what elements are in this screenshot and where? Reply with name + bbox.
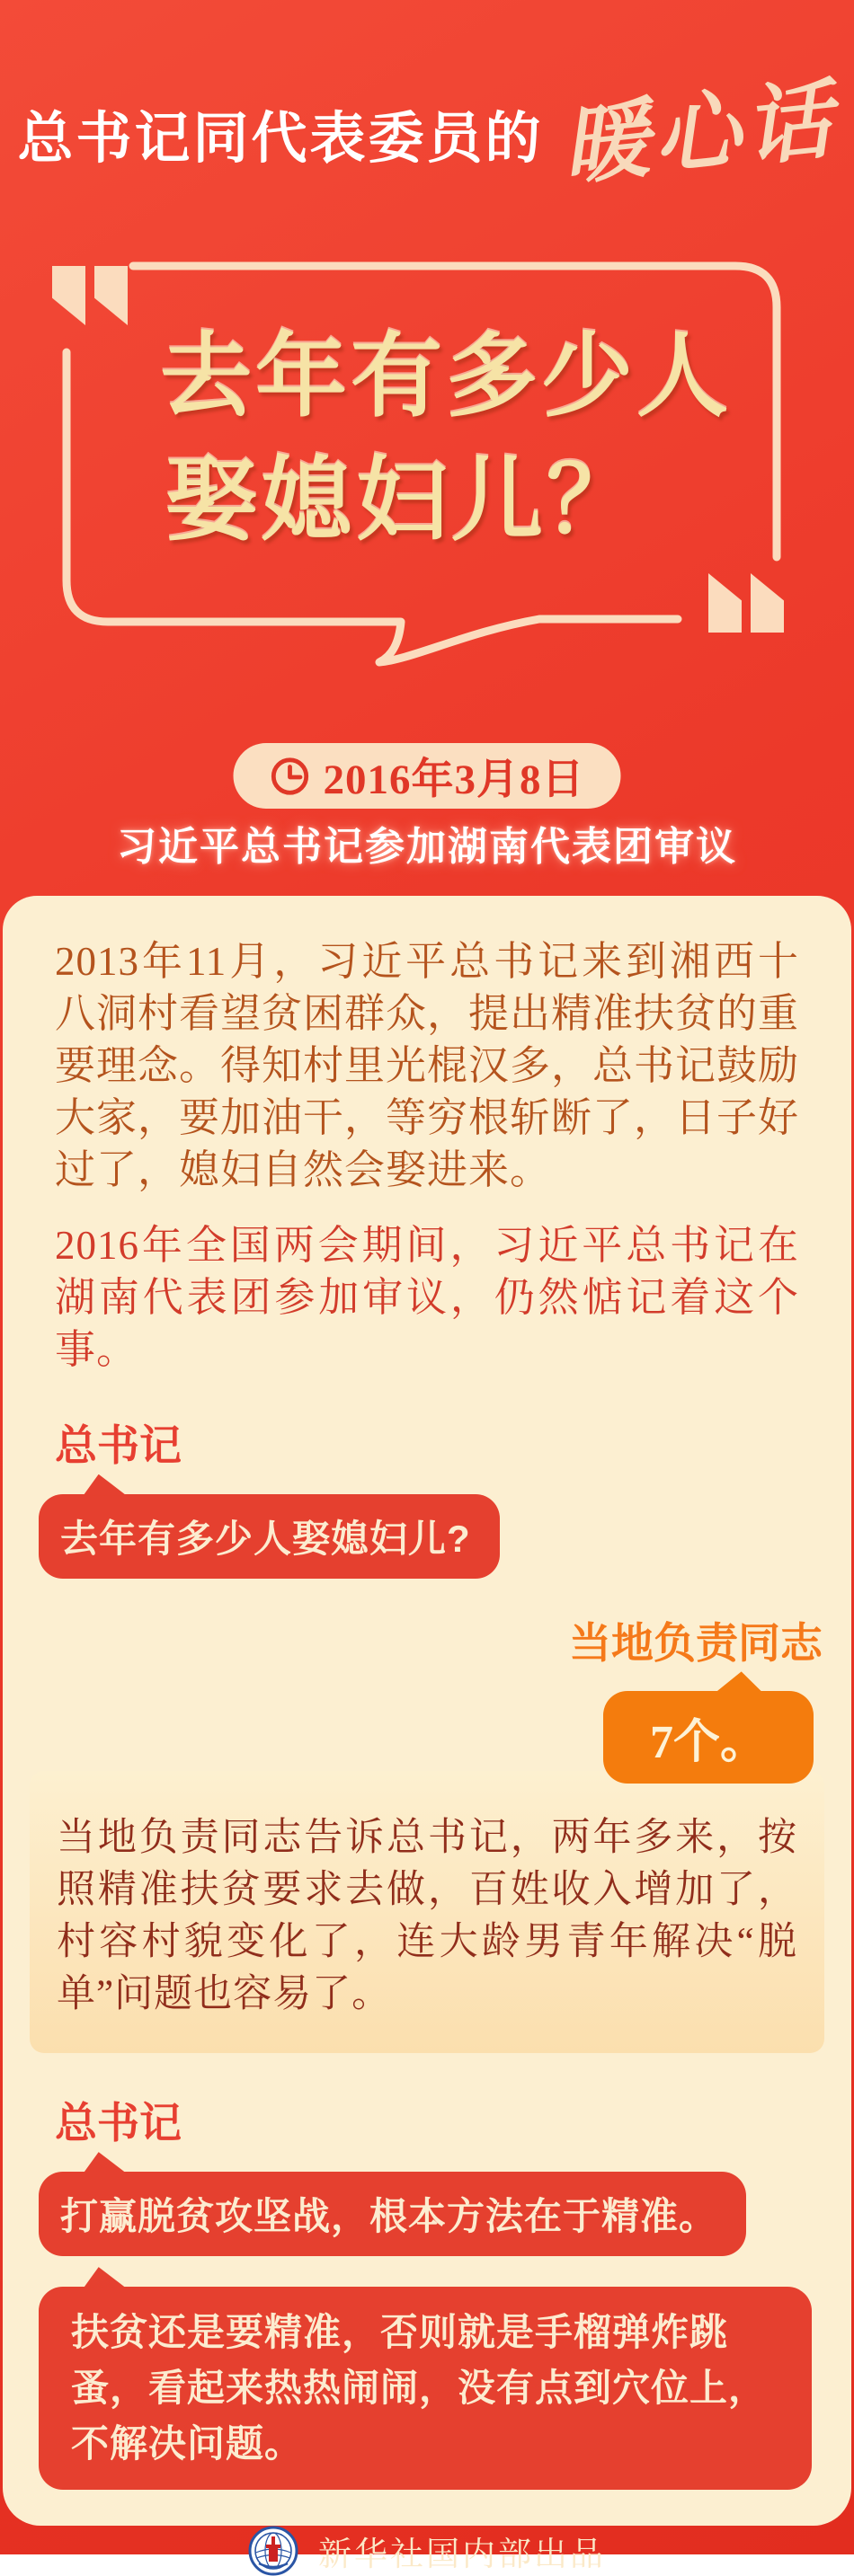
open-quote-icon (52, 266, 128, 325)
chat-bubble-secretary-statement-1 (39, 2172, 746, 2256)
chat-bubble-official-answer (603, 1691, 814, 1784)
quote-line-1: 去年有多少人 (160, 325, 732, 428)
header-section (0, 0, 854, 896)
article-card (3, 896, 851, 2526)
clock-icon (270, 756, 311, 797)
chat-bubble-secretary-statement-2 (39, 2287, 812, 2490)
bubble-tail (715, 1671, 763, 1693)
bubble-text: 7个。 (649, 1717, 767, 1769)
xinhua-logo (248, 2526, 298, 2576)
bubble-text: 扶贫还是要精准，否则就是手榴弹炸跳蚤，看起来热热闹闹，没有点到穴位上，不解决问题。 (71, 2311, 768, 2465)
event-subtitle: 习近平总书记参加湖南代表团审议 (117, 825, 737, 869)
speaker-label-secretary-1: 总书记 (55, 1421, 182, 1469)
title-text: 总书记同代表委员的 (17, 108, 544, 170)
credit-text: 新华社国内部出品 (318, 2536, 606, 2574)
bubble-text: 打赢脱贫攻坚战，根本方法在于精准。 (60, 2195, 718, 2238)
article-paragraph-1: 2013年11月，习近平总书记来到湘西十八洞村看望贫困群众，提出精准扶贫的重要理念。得知村里光棍汉多，总书记鼓励大家，要加油干，等穷根斩断了，日子好过了，媳妇自然会娶进来。 (55, 939, 800, 1192)
date-badge (234, 743, 621, 809)
bubble-tail (78, 2267, 127, 2288)
article-paragraph-2: 2016年全国两会期间，习近平总书记在湖南代表团参加审议，仍然惦记着这个事。 (55, 1223, 799, 1372)
chat-bubble-secretary-question (39, 1494, 500, 1579)
date-text: 2016年3月8日 (323, 757, 585, 803)
bubble-tail (78, 1474, 127, 1496)
title-calligraphy: 暖心话 (556, 67, 841, 198)
quote-line-2: 娶媳妇儿？ (165, 449, 642, 552)
footer (0, 2526, 854, 2576)
close-quote-icon (708, 573, 784, 633)
highlight-paragraph: 当地负责同志告诉总书记，两年多来，按照精准扶贫要求去做，百姓收入增加了，村容村貌变化了，连大龄男青年解决“脱单”问题也容易了。 (57, 1817, 797, 2016)
highlight-panel (30, 1771, 824, 2053)
speaker-label-official: 当地负责同志 (569, 1618, 823, 1667)
speaker-label-secretary-2: 总书记 (55, 2099, 182, 2147)
bubble-text: 去年有多少人娶媳妇儿? (60, 1517, 471, 1560)
bubble-tail (78, 2152, 127, 2173)
